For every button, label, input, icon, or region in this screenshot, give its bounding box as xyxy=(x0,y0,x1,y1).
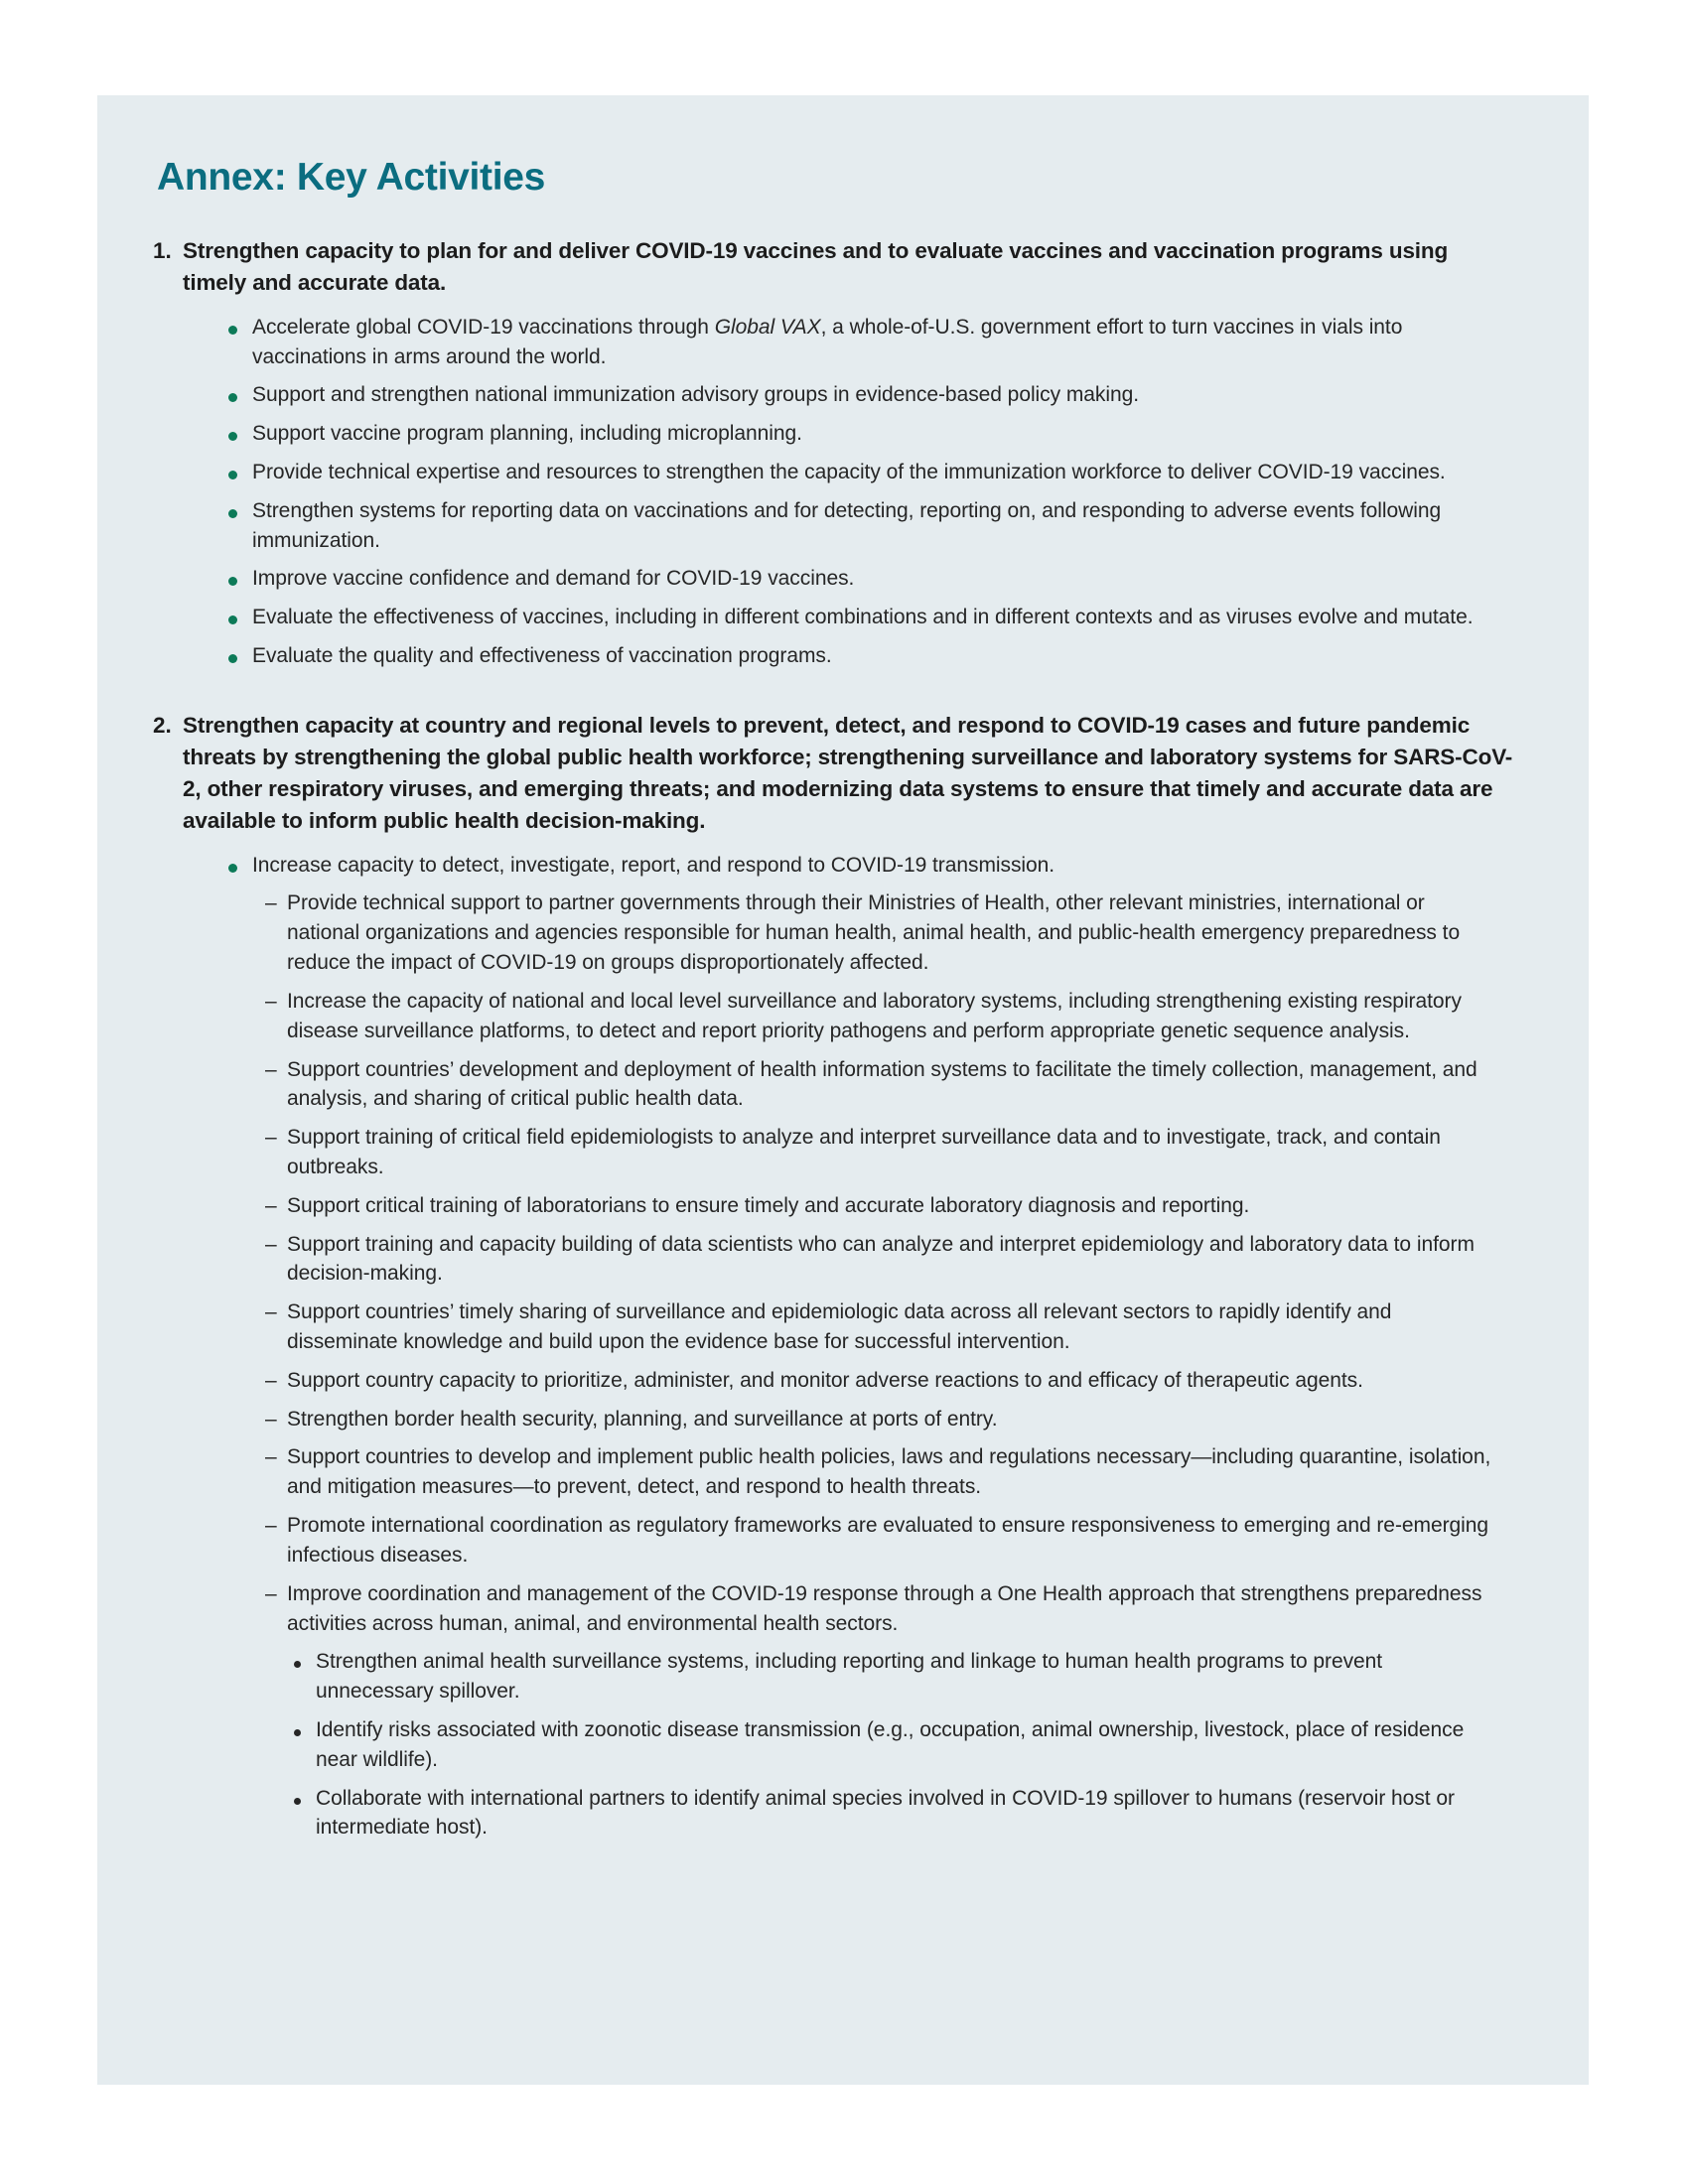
bullet-dash-icon: – xyxy=(265,989,277,1013)
bullet-item-level-3 xyxy=(153,1715,1527,1775)
bullet-dash-icon: – xyxy=(265,1514,277,1538)
bullet-item-level-2 xyxy=(153,1191,1527,1221)
page-title: Annex: Key Activities xyxy=(157,156,546,199)
bullet-dash-icon: – xyxy=(265,1126,277,1150)
bullet-item-level-1 xyxy=(153,313,1527,372)
bullet-item-level-1 xyxy=(153,603,1527,632)
bullet-item-level-1 xyxy=(153,641,1527,671)
bullet-item-level-1 xyxy=(153,458,1527,487)
bullet-dot-icon xyxy=(294,1729,301,1736)
bullet-text: Improve coordination and management of the COVID-19 response through a One Health approach that strengthens preparedness activities across human, animal, and environmental health sectors. xyxy=(287,1581,1482,1635)
section-number: 2. xyxy=(153,712,172,738)
bullet-text: Strengthen border health security, planning, and surveillance at ports of entry. xyxy=(287,1407,998,1431)
bullet-item-level-3 xyxy=(153,1784,1527,1843)
bullet-dot-icon xyxy=(228,326,237,335)
bullet-dash-icon: – xyxy=(265,1368,277,1392)
bullet-item-level-2 xyxy=(153,1366,1527,1396)
bullet-text: Support training of critical field epidemiologists to analyze and interpret surveillance data and to investigate, track, and contain outbreaks. xyxy=(287,1126,1441,1178)
bullet-text: Support countries’ development and deployment of health information systems to facilitate the timely collection, management, and analysis, and sharing of critical public health data. xyxy=(287,1057,1477,1111)
numbered-section-heading xyxy=(153,710,1527,837)
bullet-dash-icon: – xyxy=(265,1407,277,1431)
bullet-text: Strengthen animal health surveillance systems, including reporting and linkage to human health programs to prevent unnecessary spillover. xyxy=(316,1650,1383,1704)
bullet-dash-icon: – xyxy=(265,1445,277,1469)
bullet-item-level-3 xyxy=(153,1647,1527,1706)
bullet-item-level-2 xyxy=(153,1511,1527,1570)
bullet-text: Support critical training of laboratorians to ensure timely and accurate laboratory diagnosis and reporting. xyxy=(287,1193,1250,1217)
section-heading-text: Strengthen capacity at country and regional levels to prevent, detect, and respond to COVID-19 cases and future pandemic threats by strengthening the global public health workforce; strengthening surveillance and laboratory systems for SARS-CoV-2, other respiratory viruses, and emerging threats; and modernizing data systems to ensure that timely and accurate data are available to inform public health decision-making. xyxy=(183,712,1513,833)
bullet-text: Provide technical support to partner governments through their Ministries of Health, other relevant ministries, international or national organizations and agencies responsible for human health, animal health, and public-health emergency preparedness to reduce the impact of COVID-19 on groups disproportionately affected. xyxy=(287,891,1461,975)
bullet-dash-icon: – xyxy=(265,1300,277,1324)
bullet-dot-icon xyxy=(228,393,237,402)
bullet-text: Increase capacity to detect, investigate, report, and respond to COVID-19 transmission. xyxy=(252,853,1055,877)
section-number: 1. xyxy=(153,237,172,263)
bullet-item-level-1 xyxy=(153,380,1527,410)
bullet-item-level-2 xyxy=(153,1579,1527,1639)
bullet-item-level-2 xyxy=(153,1405,1527,1434)
bullet-text: Support countries’ timely sharing of surveillance and epidemiologic data across all relevant sectors to rapidly identify and disseminate knowledge and build upon the evidence base for successful intervention. xyxy=(287,1300,1392,1354)
bullet-text: Provide technical expertise and resources to strengthen the capacity of the immunization workforce to deliver COVID-19 vaccines. xyxy=(252,461,1446,484)
bullet-dot-icon xyxy=(228,432,237,441)
bullet-text: Promote international coordination as regulatory frameworks are evaluated to ensure responsiveness to emerging and re-emerging infectious diseases. xyxy=(287,1514,1489,1567)
bullet-item-level-2 xyxy=(153,987,1527,1046)
bullet-item-level-1 xyxy=(153,496,1527,556)
bullet-text: Evaluate the quality and effectiveness of vaccination programs. xyxy=(252,644,832,668)
bullet-dot-icon xyxy=(228,654,237,663)
bullet-item-level-2 xyxy=(153,1123,1527,1182)
bullet-text: Accelerate global COVID-19 vaccinations through Global VAX, a whole-of-U.S. government effort to turn vaccines in vials into vaccinations in arms around the world. xyxy=(252,315,1403,368)
bullet-dash-icon: – xyxy=(265,891,277,915)
numbered-section-heading xyxy=(153,235,1527,299)
sections-container xyxy=(153,235,1527,1843)
bullet-text: Identify risks associated with zoonotic disease transmission (e.g., occupation, animal ownership, livestock, place of residence near wildlife). xyxy=(316,1717,1465,1771)
section-spacer xyxy=(153,680,1527,710)
bullet-text: Support countries to develop and implement public health policies, laws and regulations necessary—including quarantine, isolation, and mitigation measures—to prevent, detect, and respond to health threats. xyxy=(287,1445,1491,1499)
bullet-list xyxy=(153,313,1527,671)
bullet-dash-icon: – xyxy=(265,1057,277,1081)
section-heading-text: Strengthen capacity to plan for and deliver COVID-19 vaccines and to evaluate vaccines and vaccination programs using timely and accurate data. xyxy=(183,237,1449,295)
bullet-dot-icon xyxy=(294,1798,301,1805)
bullet-dot-icon xyxy=(228,577,237,586)
bullet-dot-icon xyxy=(294,1661,301,1668)
bullet-dash-icon: – xyxy=(265,1193,277,1217)
bullet-text: Evaluate the effectiveness of vaccines, including in different combinations and in different contexts and as viruses evolve and mutate. xyxy=(252,606,1474,629)
bullet-dash-icon: – xyxy=(265,1581,277,1605)
bullet-dot-icon xyxy=(228,615,237,624)
bullet-dot-icon xyxy=(228,509,237,518)
bullet-text: Support training and capacity building of data scientists who can analyze and interpret epidemiology and laboratory data to inform decision-making. xyxy=(287,1232,1475,1286)
bullet-item-level-2 xyxy=(153,1297,1527,1357)
bullet-text: Support and strengthen national immunization advisory groups in evidence-based policy making. xyxy=(252,383,1140,407)
bullet-item-level-1 xyxy=(153,419,1527,449)
bullet-dot-icon xyxy=(228,864,237,873)
bullet-dot-icon xyxy=(228,471,237,479)
annex-panel xyxy=(97,95,1589,2085)
bullet-item-level-2 xyxy=(153,1230,1527,1290)
bullet-text: Increase the capacity of national and local level surveillance and laboratory systems, including strengthening existing respiratory disease surveillance platforms, to detect and report priority pathogens and perform appropriate genetic sequence analysis. xyxy=(287,989,1462,1042)
bullet-item-level-2 xyxy=(153,1442,1527,1502)
bullet-text: Strengthen systems for reporting data on vaccinations and for detecting, reporting on, and responding to adverse events following immunization. xyxy=(252,498,1442,552)
bullet-item-level-1 xyxy=(153,564,1527,594)
bullet-item-level-2 xyxy=(153,1055,1527,1115)
bullet-text: Improve vaccine confidence and demand for COVID-19 vaccines. xyxy=(252,567,855,591)
bullet-item-level-1 xyxy=(153,851,1527,881)
bullet-text: Support country capacity to prioritize, administer, and monitor adverse reactions to and efficacy of therapeutic agents. xyxy=(287,1368,1363,1392)
bullet-list xyxy=(153,851,1527,1843)
bullet-text: Support vaccine program planning, including microplanning. xyxy=(252,422,802,446)
bullet-item-level-2 xyxy=(153,888,1527,977)
bullet-text: Collaborate with international partners to identify animal species involved in COVID-19 spillover to humans (reservoir host or intermediate host). xyxy=(316,1786,1455,1840)
bullet-dash-icon: – xyxy=(265,1232,277,1256)
